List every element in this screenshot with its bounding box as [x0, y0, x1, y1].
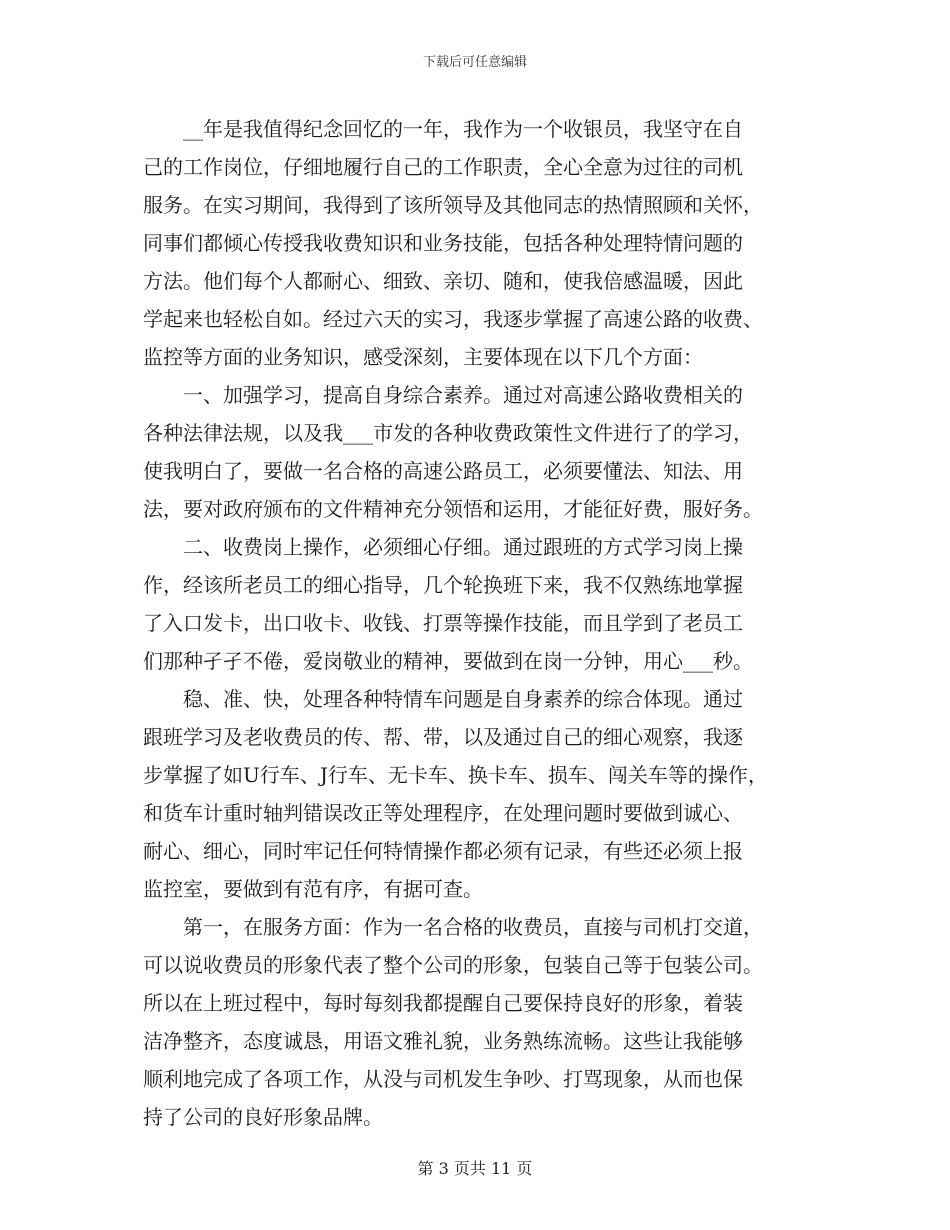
text-line: 各种法律法规，以及我___市发的各种收费政策性文件进行了的学习， — [143, 421, 753, 445]
text-line: 跟班学习及老收费员的传、帮、带，以及通过自己的细心观察，我逐 — [143, 725, 743, 749]
text-line: 监控室，要做到有范有序，有据可查。 — [143, 877, 483, 901]
text-line: 法，要对政府颁布的文件精神充分领悟和运用，才能征好费，服好务。 — [143, 497, 763, 521]
text-line: 步掌握了如U行车、J行车、无卡车、换卡车、损车、闯关车等的操作， — [143, 763, 768, 787]
text-line: 持了公司的良好形象品牌。 — [143, 1105, 383, 1129]
text-line: 作，经该所老员工的细心指导，几个轮换班下来，我不仅熟练地掌握 — [143, 573, 743, 597]
text-line: __年是我值得纪念回忆的一年，我作为一个收银员，我坚守在自 — [143, 117, 743, 141]
text-line: 们那种孑孑不倦，爱岗敬业的精神，要做到在岗一分钟，用心___秒。 — [143, 649, 753, 673]
text-line: 顺利地完成了各项工作，从没与司机发生争吵、打骂现象，从而也保 — [143, 1067, 743, 1091]
text-line: 和货车计重时轴判错误改正等处理程序，在处理问题时要做到诚心、 — [143, 801, 743, 825]
text-line: 己的工作岗位，仔细地履行自己的工作职责，全心全意为过往的司机 — [143, 155, 743, 179]
text-line: 可以说收费员的形象代表了整个公司的形象，包装自己等于包装公司。 — [143, 953, 763, 977]
text-line: 所以在上班过程中，每时每刻我都提醒自己要保持良好的形象，着装 — [143, 991, 743, 1015]
text-line: 同事们都倾心传授我收费知识和业务技能，包括各种处理特情问题的 — [143, 231, 743, 255]
text-line: 一、加强学习，提高自身综合素养。通过对高速公路收费相关的 — [143, 383, 743, 407]
text-line: 二、收费岗上操作，必须细心仔细。通过跟班的方式学习岗上操 — [143, 535, 743, 559]
text-line: 方法。他们每个人都耐心、细致、亲切、随和，使我倍感温暖，因此 — [143, 269, 743, 293]
page-footer: 第 3 页共 11 页 — [417, 1159, 533, 1178]
text-line: 使我明白了，要做一名合格的高速公路员工，必须要懂法、知法、用 — [143, 459, 743, 483]
text-line: 监控等方面的业务知识，感受深刻，主要体现在以下几个方面： — [143, 345, 703, 369]
page-header: 下载后可任意编辑 — [422, 55, 527, 70]
document-body — [143, 110, 823, 1136]
text-line: 了入口发卡，出口收卡、收钱、打票等操作技能，而且学到了老员工 — [143, 611, 743, 635]
text-line: 洁净整齐，态度诚恳，用语文雅礼貌，业务熟练流畅。这些让我能够 — [143, 1029, 743, 1053]
text-line: 服务。在实习期间，我得到了该所领导及其他同志的热情照顾和关怀， — [143, 193, 763, 217]
text-line: 稳、准、快，处理各种特情车问题是自身素养的综合体现。通过 — [143, 687, 743, 711]
text-line: 耐心、细心，同时牢记任何特情操作都必须有记录，有些还必须上报 — [143, 839, 743, 863]
text-line: 学起来也轻松自如。经过六天的实习，我逐步掌握了高速公路的收费、 — [143, 307, 763, 331]
text-line: 第一，在服务方面：作为一名合格的收费员，直接与司机打交道， — [143, 915, 763, 939]
